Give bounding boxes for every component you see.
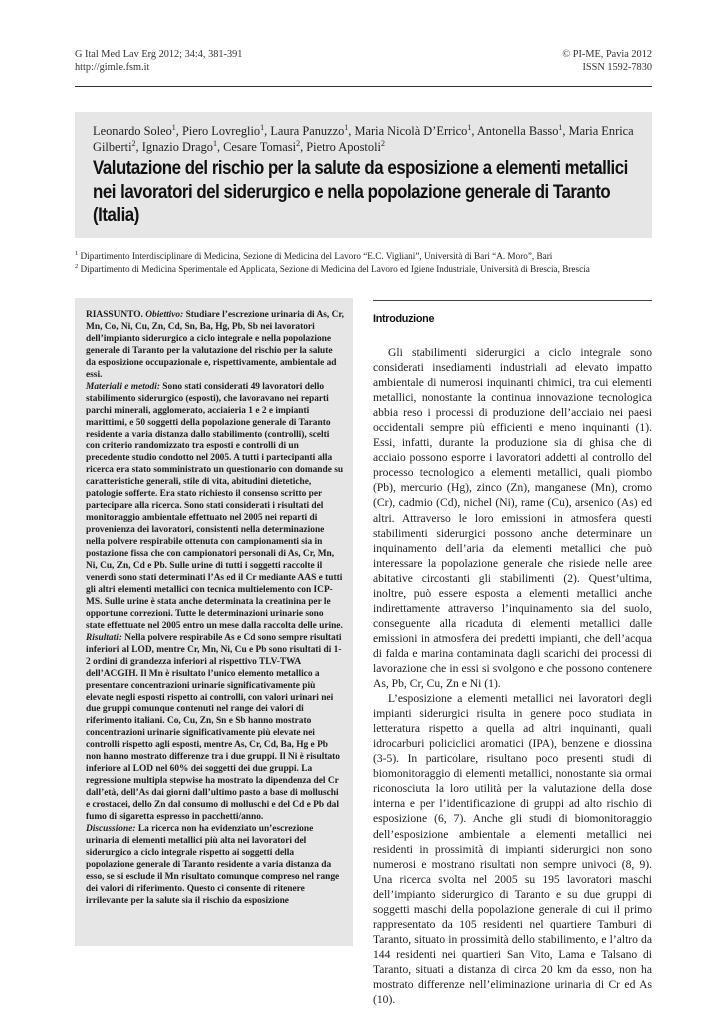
discussion-text: La ricerca non ha evidenziato un’escrezione urinaria di elementi metallici più alta nei lavoratori del siderurgico a ciclo integrale rispetto ai soggetti della popolazione generale di Taranto residente a varia distanza da esso, se si esclude il Mn risultato comunque compreso nel range dei valori di riferimento. Questo ci consente di ritenere irrilevante per la salute sia il rischio da esposizione <box>86 823 340 906</box>
affiliation-text: Dipartimento Interdisciplinare di Medicina, Sezione di Medicina del Lavoro “E.C. Vigliani”, Università di Bari “A. Moro”, Bari <box>80 251 553 261</box>
affiliation-item <box>75 263 667 276</box>
column-rule <box>373 300 652 301</box>
author: Piero Lovreglio <box>182 124 261 138</box>
objective-text: Studiare l’escrezione urinaria di As, Cr, Mn, Co, Ni, Cu, Zn, Cd, Sn, Ba, Hg, Pb, Sb nei lavoratori dell’impianto siderurgico a ciclo integrale e nella popolazione generale di Taranto per la valutazione del rischio per la salute da esposizione occupazionale e, rispettivamente, ambientale ad essi. <box>86 310 345 380</box>
author-affiliation-mark: 1 <box>171 122 176 132</box>
abstract-methods <box>86 382 344 633</box>
section-heading-introduction: Introduzione <box>373 313 435 325</box>
abstract-results <box>86 633 344 824</box>
results-text: Nella polvere respirabile As e Cd sono sempre risultati inferiori al LOD, mentre Cr, Mn, Ni, Cu e Pb sono risultati di 1-2 ordini di grandezza inferiori al rispettivo TLV-TWA dell’ACGIH. Il Mn è risultato l’unico elemento metallico a presentare concentrazioni urinarie significativamente più elevate negli esposti rispetto ai controlli, con valori urinari nei due gruppi comunque contenuti nel range dei valori di riferimento italiani. Co, Cu, Zn, Sn e Sb hanno mostrato concentrazioni urinarie significativamente più elevate nei controlli rispetto agli esposti, mentre As, Cr, Cd, Ba, Hg e Pb non hanno mostrato differenze tra i due gruppi. Il Ni è risultato inferiore al LOD nel 60% dei soggetti dei due gruppi. La regressione multipla stepwise ha mostrato la dipendenza del Cr dall’età, dell’As dai giorni dall’ultimo pasto a base di molluschi e crostacei, dello Zn dal consumo di molluschi e del Cd e Pb dal fumo di sigaretta espresso in pacchetti/anno. <box>86 632 342 823</box>
affiliation-text: Dipartimento di Medicina Sperimentale ed Applicata, Sezione di Medicina del Lavoro ed Igiene Industriale, Università di Brescia, Brescia <box>80 263 590 274</box>
introduction-body <box>373 345 652 1007</box>
copyright: © PI-ME, Pavia 2012 <box>562 49 652 60</box>
author: Cesare Tomasi <box>223 139 297 154</box>
author: Pietro Apostoli <box>306 139 381 154</box>
journal-url[interactable]: http://gimle.fsm.it <box>75 62 150 73</box>
abstract-objective <box>86 310 344 382</box>
article-title: Valutazione del rischio per la salute da esposizione a elementi metallici nei lavoratori del siderurgico e nella popolazione generale di Taranto (Italia) <box>93 157 628 226</box>
abstract-text <box>86 310 344 908</box>
author-affiliation-mark: 2 <box>380 138 385 148</box>
header-rule <box>75 86 652 87</box>
methods-text: Sono stati considerati 49 lavoratori dello stabilimento siderurgico (esposti), che lavoravano nei reparti parchi minerali, agglomerato, acciaieria 1 e 2 e impianti marittimi, e 50 soggetti della popolazione generale di Taranto residente a varia distanza dallo stabilimento (controlli), scelti con criterio randomizzato tra esposti e controlli di un precedente studio condotto nel 2005. A tutti i partecipanti alla ricerca era stato somministrato un questionario con domande su caratteristiche generali, stile di vita, abitudini dietetiche, patologie sofferte. Era stato richiesto il consenso scritto per partecipare alla ricerca. Sono stati considerati i risultati del monitoraggio ambientale effettuato nel 2005 nei reparti di provenienza dei lavoratori, consistenti nella determinazione nella polvere respirabile ottenuta con campionamenti sia in postazione fissa che con campionatori personali di As, Cr, Mn, Ni, Cu, Zn, Cd e Pb. Sulle urine di tutti i soggetti raccolte il venerdì sono stati determinati l’As ed il Cr mediante AAS e tutti gli altri elementi metallici con tecnica multielemento con ICP-MS. Sulle urine è stata anche determinata la creatinina per le opportune correzioni. Tutte le determinazioni urinarie sono state effettuate nel 2005 entro un mese dalla raccolta delle urine. <box>86 381 344 631</box>
author: Antonella Basso <box>476 124 559 138</box>
author: Laura Panuzzo <box>270 124 345 138</box>
author-affiliation-mark: 1 <box>260 122 265 132</box>
affiliations <box>75 250 667 275</box>
author: Maria Nicolà D’Errico <box>354 124 468 138</box>
paragraph: L’esposizione a elementi metallici nei lavoratori degli impianti siderurgici risulta in genere poco studiata in letteratura rispetto a quella ad altri inquinanti, quali idrocarburi policiclici aromatici (IPA), benzene e diossina (3-5). In particolare, risultano poco presenti studi di biomonitoraggio di elementi metallici, nonostante sia ormai riconosciuta la loro utilità per la valutazione della dose interna e per l’identificazione di gruppi ad alto rischio di esposizione (6, 7). Anche gli studi di biomonitoraggio dell’esposizione ambientale a elementi metallici nei residenti in prossimità di impianti siderurgici non sono numerosi e mostrano risultati non sempre univoci (8, 9). Una ricerca svolta nel 2005 su 195 lavoratori maschi dell’impianto siderurgico di Taranto e su due gruppi di soggetti maschi della popolazione generale di cui il primo rappresentato da 105 residenti nel quartiere Tamburi di Taranto, situato in prossimità dello stabilimento, e l’altro da 144 residenti nei quartieri San Vito, Lama e Talsano di Taranto, situati a distanza di circa 20 km da esso, non ha mostrato differenze nell’eliminazione urinaria di Cr ed As (10). <box>373 692 652 1007</box>
publisher-info <box>562 48 652 74</box>
author: Leonardo Soleo <box>93 124 172 138</box>
author-affiliation-mark: 2 <box>296 138 301 148</box>
author-affiliation-mark: 1 <box>467 122 472 132</box>
objective-label: Obiettivo: <box>145 310 184 320</box>
affiliation-number: 2 <box>75 262 79 270</box>
paragraph: Gli stabilimenti siderurgici a ciclo integrale sono considerati insediamenti industriali ad elevato impatto ambientale di numerosi inquinanti chimici, tra cui elementi metallici, nonostante la continua innovazione tecnologica abbia reso i processi di produzione dell’acciaio nei paesi occidentali sempre più efficienti e meno inquinanti (1). Essi, infatti, durante la produzione sia di ghisa che di acciaio possono esporre i lavoratori addetti al controllo del processo tecnologico a elementi metallici, quali piombo (Pb), mercurio (Hg), zinco (Zn), manganese (Mn), cromo (Cr), cadmio (Cd), nichel (Ni), rame (Cu), arsenico (As) ed altri. Attraverso le loro emissioni in atmosfera questi stabilimenti siderurgici possono anche determinare un inquinamento dell’aria da elementi metallici che può interessare la popolazione generale che risiede nelle aree abitative circostanti gli stabilimenti (2). Quest’ultima, inoltre, può essere esposta a elementi metallici anche indirettamente attraverso l’inquinamento sia del suolo, conseguente alla ricaduta di elementi metallici dalle emissioni in atmosfera dei predetti impianti, che dell’acqua di falda e marina contaminata dagli scarichi dei processi di lavorazione che in essi si svolgono e che possono contenere As, Pb, Cr, Cu, Zn e Ni (1). <box>373 346 652 691</box>
journal-reference: G Ital Med Lav Erg 2012; 34:4, 381-391 <box>75 49 243 60</box>
abstract-discussion <box>86 824 344 908</box>
author-list: Leonardo Soleo$^1$, Piero Lovreglio$^1$, Laura Panuzzo$^1$, Maria Nicolà D’Errico$^1$, Antonella Basso$^1$, Maria Enrica Gilberti$^2$, Ignazio Drago$^1$, Cesare Tomasi$^2$, Pietro Apostoli$^2$ <box>93 122 634 154</box>
affiliation-item <box>75 250 667 263</box>
author: Maria Enrica Gilberti <box>93 124 634 154</box>
results-label: Risultati: <box>86 632 122 643</box>
author: Ignazio Drago <box>141 139 213 154</box>
author-affiliation-mark: 2 <box>131 138 136 148</box>
author-affiliation-mark: 1 <box>212 138 217 148</box>
abstract-heading: RIASSUNTO. <box>86 310 146 320</box>
author-affiliation-mark: 1 <box>558 122 563 132</box>
methods-label: Materiali e metodi: <box>86 381 160 392</box>
affiliation-number: 1 <box>75 249 79 257</box>
issn: ISSN 1592-7830 <box>582 62 652 73</box>
journal-citation <box>75 48 242 74</box>
discussion-label: Discussione: <box>86 823 136 834</box>
author-affiliation-mark: 1 <box>344 122 349 132</box>
